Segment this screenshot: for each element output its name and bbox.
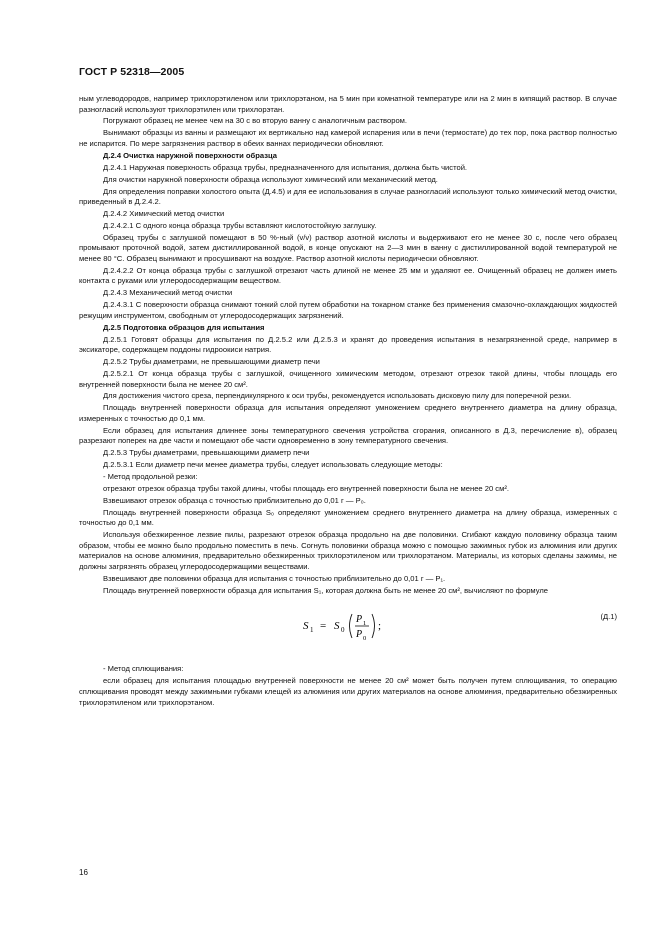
paragraph: если образец для испытания площадью внутренней поверхности не менее 20 см² может быть получен путем сплющивания, то операцию сплющивания проводят между зажимными губками клещей из алюминия или других материалов на основе алюминия, предварительно обезжиренных трихлорэтиленом или трихлорэтаном. [79,676,617,707]
formula-number: (Д.1) [600,612,617,622]
formula-denominator-sub: 0 [363,635,367,643]
paragraph: Взвешивают отрезок образца с точностью приблизительно до 0,01 г — P₀. [103,495,366,505]
subsection-heading: Д.2.5.2 Трубы диаметрами, не превышающими диаметр печи [103,357,320,367]
paragraph: Площадь внутренней поверхности образца для испытания S₁, которая должна быть не менее 20 см², вычисляют по формуле [103,585,549,595]
paragraph: Если образец для испытания длиннее зоны температурного свечения устройства сгорания, описанного в Д.3, перечисление в), образец разрезают поперек на две части и помещают обе части одновременно в зону температурного свечения. [79,425,617,446]
paragraph: Площадь внутренней поверхности образца для испытания определяют умножением среднего внутреннего диаметра на длину образца, измеренных с точностью до 0,1 мм. [79,403,617,423]
paragraph: Д.2.4.1 Наружная поверхность образца трубы, предназначенного для испытания, должна быть чистой. [103,162,468,172]
paragraph: Погружают образец не менее чем на 30 с во вторую ванну с аналогичным раствором. [103,116,408,126]
formula-equals: = [320,620,327,633]
paragraph: Используя обезжиренное лезвие пилы, разрезают отрезок образца продольно на две половинки. Сгибают каждую половинку образца таким образом, чтобы ее можно было продольно поместить в печь. Согнуть половинки образца можно с помощью зажимных губок из алюминия или других материалов на основе алюминия, предварительно обезжиренных трихлорэтиленом или трихлорэтаном. Материалы, из которых сделаны зажимы, не должны загрязнять образец углеродосодержащими веществами. [79,530,617,572]
paragraph: ным углеводородов, например трихлорэтиленом или трихлорэтаном, на 5 мин при комнатной температуре или на 2 мин в кипящий раствор. В случае разногласий используют трихлорэтилен или трихлорэтан. [79,94,617,114]
list-item: - Метод сплющивания: [103,664,184,674]
section-heading: Д.2.5 Подготовка образцов для испытания [103,322,265,332]
section-heading: Д.2.4 Очистка наружной поверхности образца [103,150,277,160]
formula-semicolon: ; [378,620,382,633]
subsection-heading: Д.2.4.2 Химический метод очистки [103,209,225,219]
formula-lhs: S [303,620,309,633]
document-header: ГОСТ Р 52318—2005 [79,66,185,78]
formula-left-paren [350,614,353,638]
formula-numerator: P [356,614,363,626]
formula-graphic [79,602,617,646]
paragraph: Образец трубы с заглушкой помещают в 50 %-ный (v/v) раствор азотной кислоты и выдерживают его не менее 30 с, после чего образец промывают проточной водой, затем дистиллированной водой, в конце опускают на 2—3 мин в ванну с дистиллированной водой температурой не менее 80 °С. Образец вынимают и просушивают на воздухе. Раствор азотной кислоты периодически обновляют. [79,232,617,263]
paragraph: Площадь внутренней поверхности образца S₀ определяют умножением среднего внутреннего диаметра на длину образца, измеренных с точностью до 0,1 мм. [79,507,617,528]
paragraph: Для достижения чистого среза, перпендикулярного к оси трубы, рекомендуется использовать дисковую пилу для поперечной резки. [103,391,572,401]
paragraph: Д.2.5.3.1 Если диаметр печи менее диаметра трубы, следует использовать следующие методы: [103,460,443,470]
paragraph: Д.2.5.2.1 От конца образца трубы с заглушкой, очищенного химическим методом, отрезают отрезок такой длины, чтобы площадь его внутренней поверхности была не менее 20 см². [79,369,617,389]
list-item: - Метод продольной резки: [103,472,198,482]
subsection-heading: Д.2.5.3 Трубы диаметрами, превышающими диаметр печи [103,448,310,458]
formula-right-paren [372,614,375,638]
paragraph: Для определения поправки холостого опыта (Д.4.5) и для ее использования в случае разногласий используют только химический метод очистки, приведенный в Д.2.4.2. [79,186,617,207]
paragraph: Д.2.5.1 Готовят образцы для испытания по Д.2.5.2 или Д.2.5.3 и хранят до проведения испытания в незагрязненной среде, например в эксикаторе, содержащем поддоны гидроокиси натрия. [79,334,617,355]
paragraph: Для очистки наружной поверхности образца используют химический или механический метод. [103,174,438,184]
paragraph: отрезают отрезок образца трубы такой длины, чтобы площадь его внутренней поверхности была не менее 20 см². [103,484,509,494]
formula-s0-sub: 0 [341,626,345,635]
paragraph: Вынимают образцы из ванны и размещают их вертикально над камерой испарения или в печи (термостате) до тех пор, пока раствор полностью не испарится. По мере загрязнения раствор в обеих ваннах периодически обновляют. [79,128,617,148]
paragraph: Д.2.4.3.1 С поверхности образца снимают тонкий слой путем обработки на токарном станке без применения смазочно-охлаждающих жидкостей режущим инструментом, свободным от углеродосодержащих загрязнений. [79,300,617,320]
paragraph: Д.2.4.2.2 От конца образца трубы с заглушкой отрезают часть длиной не менее 25 мм и удаляют ее. Очищенный образец не должен иметь контакта с руками или углеродосодержащим веществом. [79,265,617,286]
paragraph: Д.2.4.2.1 С одного конца образца трубы вставляют кислотостойкую заглушку. [103,220,377,230]
document-body [79,94,617,709]
paragraph: Взвешивают две половинки образца для испытания с точностью приблизительно до 0,01 г — P₁. [103,573,446,583]
formula-d1 [79,602,617,646]
formula-s0: S [334,620,340,633]
formula-lhs-sub: 1 [310,626,314,635]
subsection-heading: Д.2.4.3 Механический метод очистки [103,288,233,298]
page-number: 16 [79,868,88,877]
formula-denominator: P [356,629,363,641]
formula-numerator-sub: 1 [363,620,367,628]
